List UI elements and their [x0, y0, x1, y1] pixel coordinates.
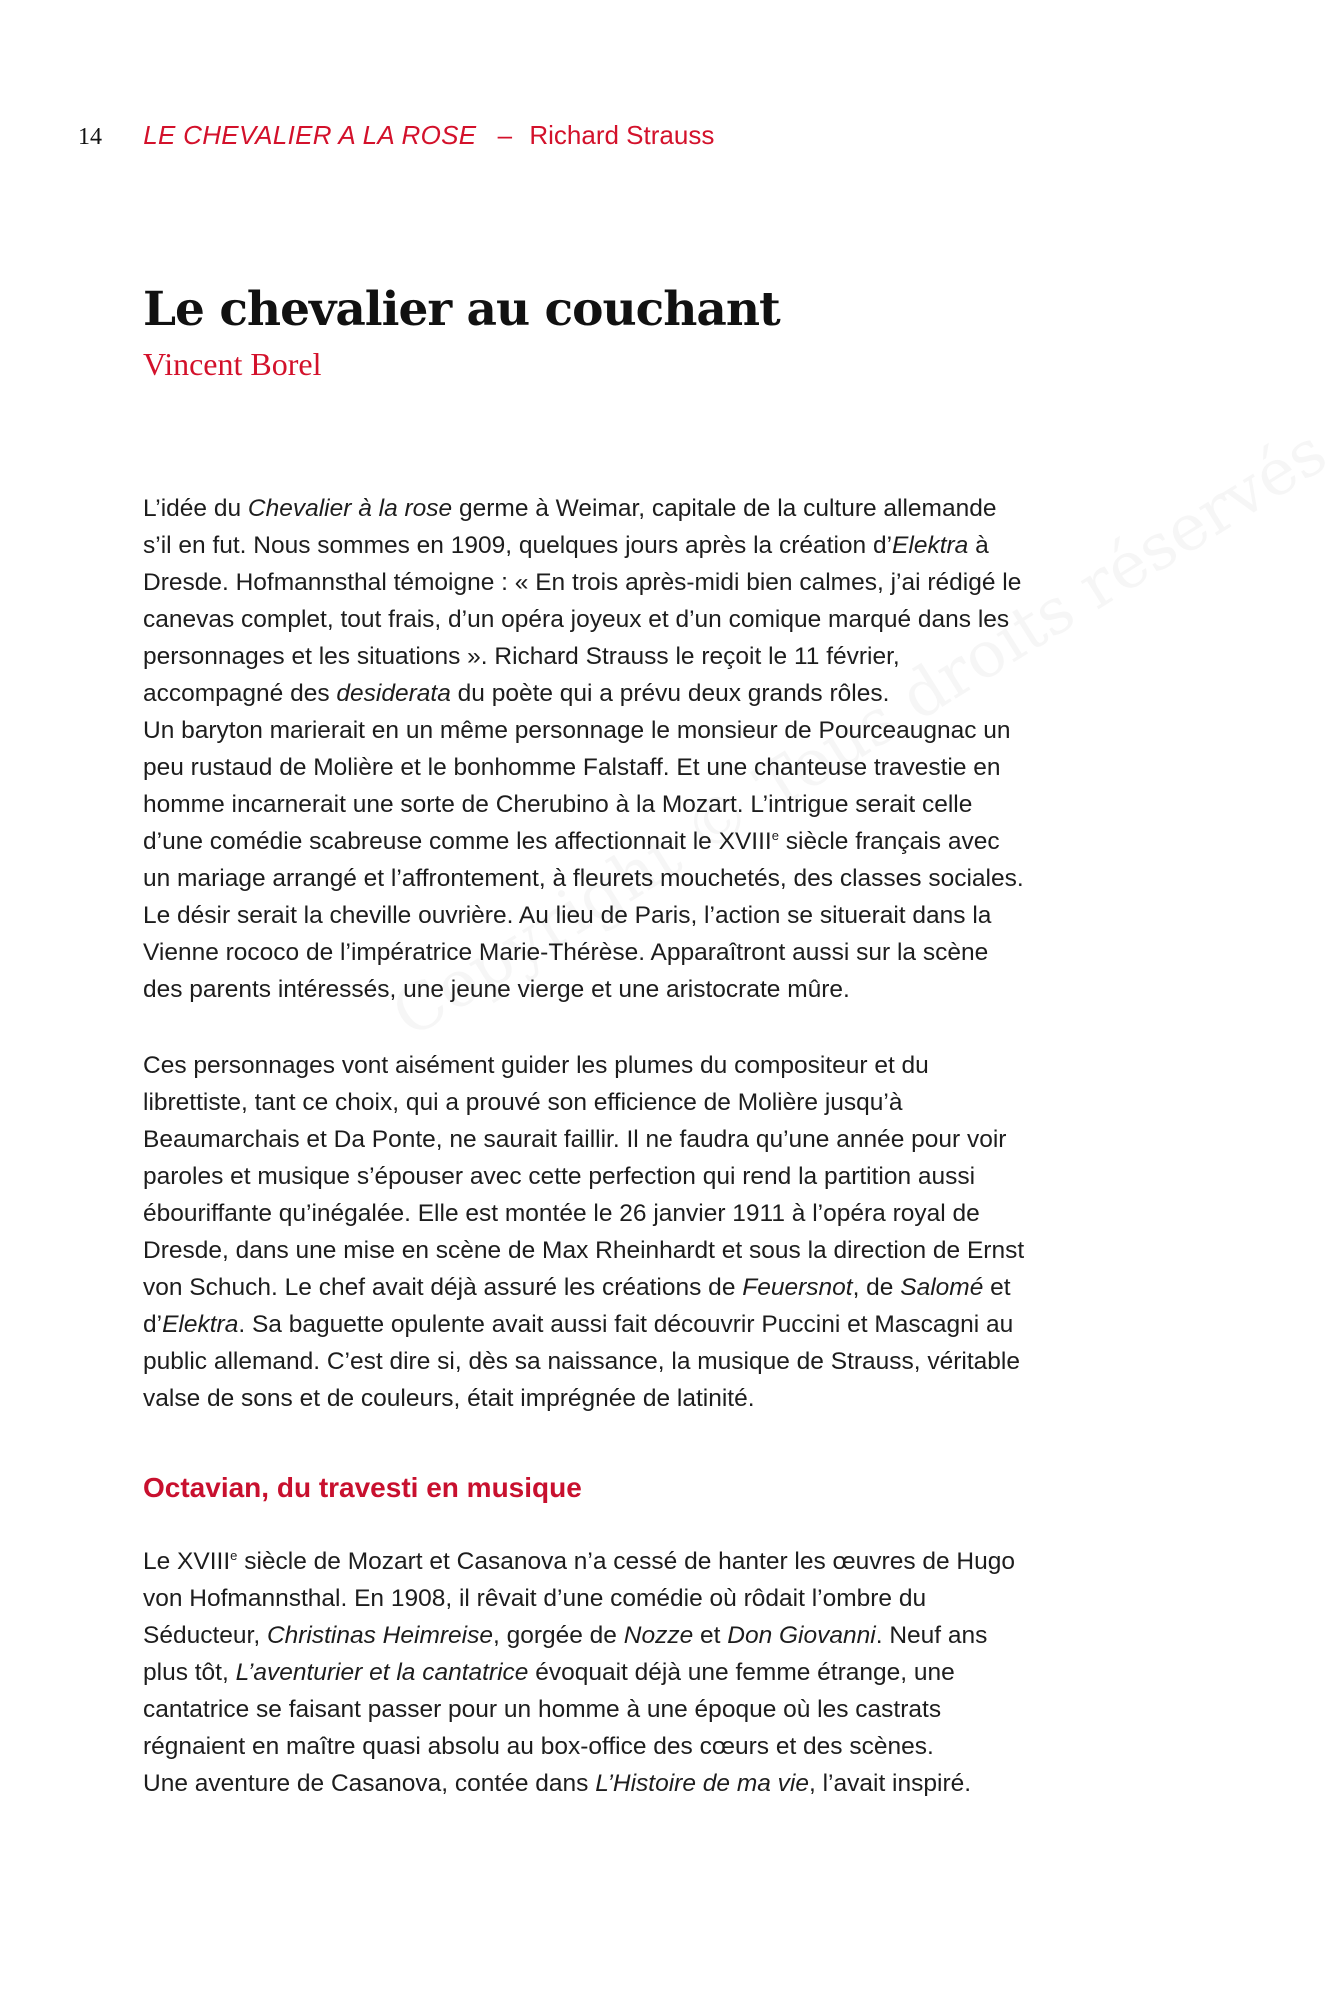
italic-text: desiderata [336, 680, 451, 707]
text-segment: germe à Weimar, capitale de la culture allemande [452, 495, 997, 522]
text-line [143, 1654, 955, 1691]
text-line [143, 712, 1011, 749]
text-line [143, 564, 1021, 601]
text-segment: Vienne rococo de l’impératrice Marie-Thérèse. Apparaîtront aussi sur la scène [143, 939, 989, 966]
text-segment: du poète qui a prévu deux grands rôles. [450, 680, 890, 707]
running-head-separator: – [497, 120, 513, 150]
text-segment: L’idée du [143, 495, 248, 522]
text-segment: Dresde. Hofmannsthal témoigne : « En trois après-midi bien calmes, j’ai rédigé le [143, 569, 1022, 596]
running-head [78, 118, 714, 152]
text-segment: s’il en fut. Nous sommes en 1909, quelques jours après la création d’ [143, 532, 893, 559]
text-segment: paroles et musique s’épouser avec cette perfection qui rend la partition aussi [143, 1163, 976, 1190]
superscript: e [230, 1548, 238, 1563]
text-line [143, 1343, 1020, 1380]
section-heading: Octavian, du travesti en musique [143, 1472, 582, 1503]
text-segment: personnages et les situations ». Richard Strauss le reçoit le 11 février, [143, 643, 900, 670]
page-number: 14 [78, 124, 102, 150]
text-segment: , gorgée de [492, 1622, 624, 1649]
text-segment: d’une comédie scabreuse comme les affectionnait le XVIII [143, 828, 772, 855]
italic-text: L’aventurier et la cantatrice [235, 1659, 529, 1686]
article-title: Le chevalier au couchant [143, 282, 780, 337]
text-segment: von Hofmannsthal. En 1908, il rêvait d’une comédie où rôdait l’ombre du [143, 1585, 927, 1612]
running-head-title: LE CHEVALIER A LA ROSE [143, 120, 477, 150]
text-segment: public allemand. C’est dire si, dès sa naissance, la musique de Strauss, véritable [143, 1348, 1020, 1375]
text-line [143, 1617, 987, 1654]
text-line [143, 1380, 755, 1417]
text-segment: siècle de Mozart et Casanova n’a cessé de hanter les œuvres de Hugo [237, 1548, 1016, 1575]
text-line [143, 786, 972, 823]
italic-text: L’Histoire de ma vie [595, 1770, 809, 1797]
text-line [143, 1121, 1006, 1158]
text-line [143, 490, 996, 527]
article-byline: Vincent Borel [143, 346, 322, 382]
text-line [143, 1691, 941, 1728]
text-segment: Un baryton marierait en un même personnage le monsieur de Pourceaugnac un [143, 717, 1011, 744]
text-segment: canevas complet, tout frais, d’un opéra joyeux et d’un comique marqué dans les [143, 606, 1010, 633]
text-segment: librettiste, tant ce choix, qui a prouvé son efficience de Molière jusqu’à [143, 1089, 903, 1116]
text-line [143, 823, 1000, 860]
text-line [143, 1765, 971, 1802]
text-line [143, 897, 991, 934]
superscript: e [771, 828, 779, 843]
text-segment: Une aventure de Casanova, contée dans [143, 1770, 596, 1797]
text-line [143, 1047, 929, 1084]
italic-text: Nozze [623, 1622, 694, 1649]
text-line [143, 1232, 1024, 1269]
text-segment: évoquait déjà une femme étrange, une [528, 1659, 955, 1686]
text-segment: Le désir serait la cheville ouvrière. Au lieu de Paris, l’action se situerait dans la [143, 902, 992, 929]
text-line [143, 527, 989, 564]
text-segment: Le XVIII [143, 1548, 231, 1575]
text-line [143, 638, 900, 675]
text-segment: et [693, 1622, 728, 1649]
text-segment: siècle français avec [778, 828, 1000, 855]
italic-text: Christinas Heimreise [266, 1622, 493, 1649]
text-line [143, 1269, 1011, 1306]
text-segment: Dresde, dans une mise en scène de Max Rheinhardt et sous la direction de Ernst [143, 1237, 1025, 1264]
text-line [143, 1728, 934, 1765]
italic-text: Salomé [900, 1274, 984, 1301]
text-segment: . Sa baguette opulente avait aussi fait découvrir Puccini et Mascagni au [238, 1311, 1014, 1338]
text-line [143, 1195, 980, 1232]
italic-text: Elektra [162, 1311, 239, 1338]
italic-text: Chevalier à la rose [247, 495, 453, 522]
running-head-author: Richard Strauss [529, 120, 715, 150]
text-segment: . Neuf ans [875, 1622, 988, 1649]
text-line [143, 675, 889, 712]
text-segment: plus tôt, [143, 1659, 236, 1686]
italic-text: Elektra [892, 532, 969, 559]
text-line [143, 749, 1001, 786]
text-segment: Ces personnages vont aisément guider les plumes du compositeur et du [143, 1052, 929, 1079]
text-segment: von Schuch. Le chef avait déjà assuré les créations de [143, 1274, 743, 1301]
text-segment: peu rustaud de Molière et le bonhomme Falstaff. Et une chanteuse travestie en [143, 754, 1001, 781]
text-line [143, 1580, 926, 1617]
italic-text: Don Giovanni [727, 1622, 876, 1649]
text-segment: , l’avait inspiré. [809, 1770, 972, 1797]
text-segment: et [983, 1274, 1011, 1301]
text-segment: ébouriffante qu’inégalée. Elle est montée le 26 janvier 1911 à l’opéra royal de [143, 1200, 980, 1227]
text-segment: à [968, 532, 989, 559]
text-segment: valse de sons et de couleurs, était imprégnée de latinité. [143, 1385, 755, 1412]
text-line [143, 1306, 1013, 1343]
text-line [143, 1543, 1015, 1580]
text-line [143, 934, 988, 971]
text-segment: accompagné des [143, 680, 337, 707]
text-line [143, 1084, 902, 1121]
text-line [143, 1158, 975, 1195]
text-line [143, 971, 850, 1008]
text-line [143, 860, 1024, 897]
text-segment: homme incarnerait une sorte de Cherubino à la Mozart. L’intrigue serait celle [143, 791, 973, 818]
text-segment: régnaient en maître quasi absolu au box-office des cœurs et des scènes. [143, 1733, 934, 1760]
italic-text: Feuersnot [742, 1274, 853, 1301]
text-segment: Séducteur, [143, 1622, 267, 1649]
text-segment: d’ [143, 1311, 163, 1338]
text-segment: Beaumarchais et Da Ponte, ne saurait faillir. Il ne faudra qu’une année pour voir [143, 1126, 1007, 1153]
text-segment: cantatrice se faisant passer pour un homme à une époque où les castrats [143, 1696, 942, 1723]
text-line [143, 601, 1009, 638]
text-segment: des parents intéressés, une jeune vierge et une aristocrate mûre. [143, 976, 850, 1003]
text-segment: , de [852, 1274, 901, 1301]
text-segment: un mariage arrangé et l’affrontement, à fleurets mouchetés, des classes sociales. [143, 865, 1024, 892]
